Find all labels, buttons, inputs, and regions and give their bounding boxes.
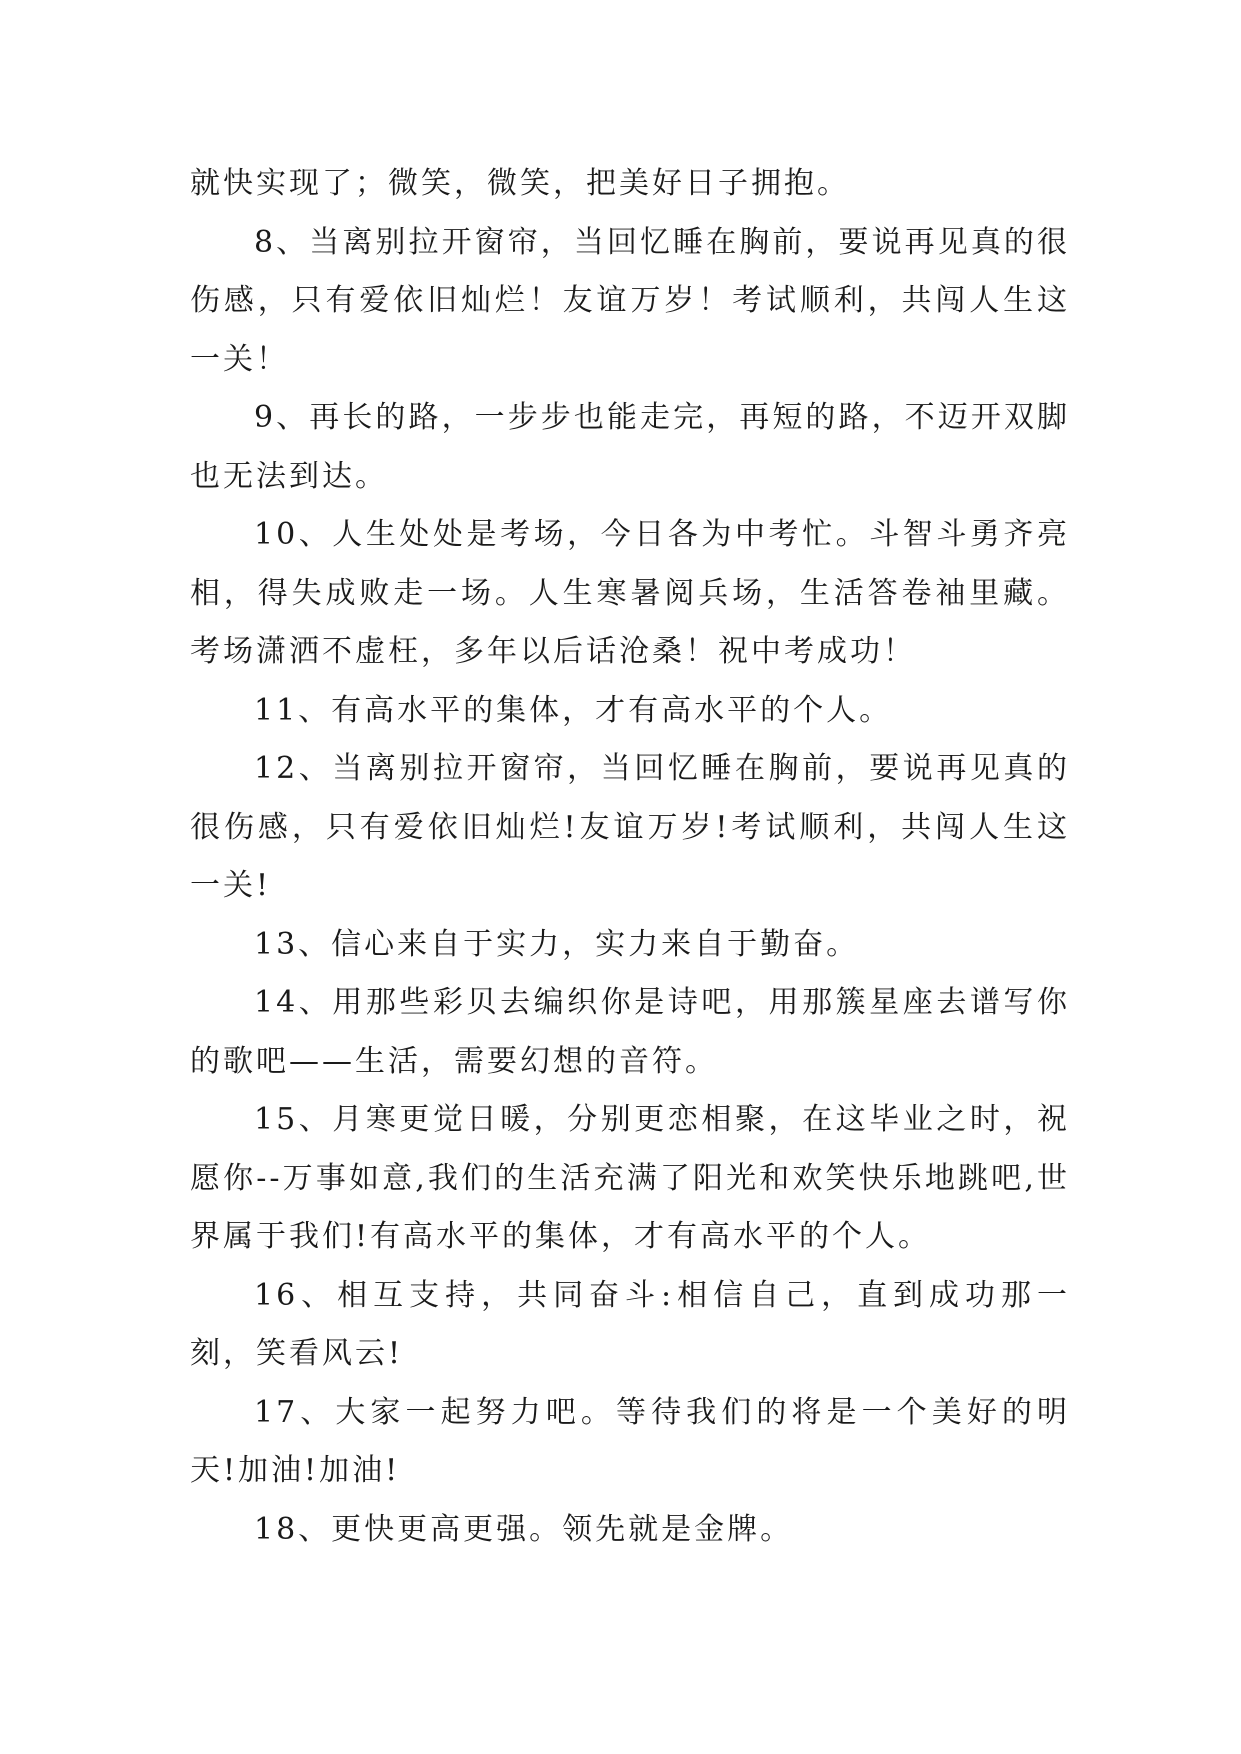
paragraph-item-13: 13、信心来自于实力，实力来自于勤奋。 [254, 926, 860, 962]
paragraph-item-14: 14、用那些彩贝去编织你是诗吧，用那簇星座去谱写你的歌吧——生活，需要幻想的音符。 [190, 985, 1070, 1079]
paragraph-item-18: 18、更快更高更强。领先就是金牌。 [254, 1511, 794, 1547]
paragraph-item-17: 17、大家一起努力吧。等待我们的将是一个美好的明天!加油!加油! [190, 1394, 1070, 1488]
document-body [190, 155, 1070, 1559]
paragraph-item-10: 10、人生处处是考场，今日各为中考忙。斗智斗勇齐亮相，得失成败走一场。人生寒暑阅兵场，生活答卷袖里藏。考场潇洒不虚枉，多年以后话沧桑！祝中考成功！ [190, 517, 1070, 669]
paragraph-item-9: 9、再长的路，一步步也能走完，再短的路，不迈开双脚也无法到达。 [190, 400, 1070, 494]
paragraph-item-15: 15、月寒更觉日暖，分别更恋相聚，在这毕业之时，祝愿你--万事如意,我们的生活充满了阳光和欢笑快乐地跳吧,世界属于我们!有高水平的集体，才有高水平的个人。 [190, 1102, 1070, 1254]
paragraph-item-8: 8、当离别拉开窗帘，当回忆睡在胸前，要说再见真的很伤感，只有爱依旧灿烂！友谊万岁！考试顺利，共闯人生这一关！ [190, 224, 1070, 377]
paragraph-item-11: 11、有高水平的集体，才有高水平的个人。 [254, 692, 893, 728]
paragraph-continuation: 就快实现了；微笑，微笑，把美好日子拥抱。 [190, 166, 850, 201]
paragraph-item-12: 12、当离别拉开窗帘，当回忆睡在胸前，要说再见真的很伤感，只有爱依旧灿烂!友谊万岁!考试顺利，共闯人生这一关! [190, 751, 1070, 903]
paragraph-item-16: 16、相互支持，共同奋斗:相信自己，直到成功那一刻，笑看风云! [190, 1277, 1070, 1371]
